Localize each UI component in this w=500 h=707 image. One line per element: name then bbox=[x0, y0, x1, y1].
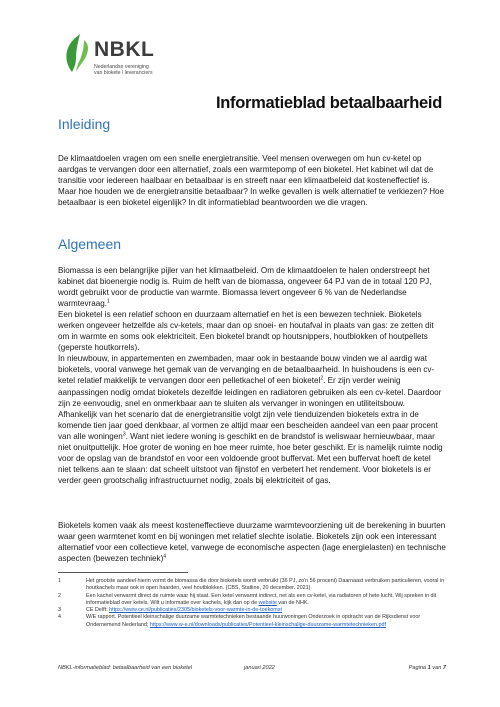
ce-delft-link[interactable]: https://www.ce.nl/publicaties/2305/bioketels-voor-warmte-in-de-toekomst bbox=[109, 607, 282, 614]
paragraph-1: Biomassa is een belangrijke pijler van het klimaatbeleid. Om de klimaatdoelen te halen onderstreept het kabinet dat bioenergie nodig is. Ruim de helft van de biomassa, ongeveer 64 PJ van de in totaal 120 PJ, wordt gebruikt voor de productie van warmte. Biomassa levert ongeveer 6 % van de Nederlandse warmtevraag.$^1$ bbox=[58, 266, 432, 309]
footer-date: januari 2022 bbox=[244, 665, 275, 671]
paragraph-3: In nieuwbouw, in appartementen en zwembaden, maar ook in bestaande bouw vinden we al aardig wat bioketels, vooral vanwege het gemak van de vervanging en de betaalbaarheid. In huishoudens is een cv-ketel relatief makkelijk te vervangen door een pelletkachel of een bioketel$^2$. Er zijn verder weinig aanpassingen nodig omdat bioketels dezelfde leidingen en radiatoren gebruiken als een cv-ketel. Daardoor zijn ze eenvoudig, snel en onmerkbaar aan te sluiten als vervanger in woningen en utiliteitsbouw. bbox=[58, 354, 442, 408]
footnote-2: 2 Een kachel verwarmt direct de ruimte waar hij staat. Een ketel verwarmt indirect, net als een cv-ketel, via radiatoren of hete lucht. Wij spreken in dit informatieblad over ketels. Wilt u informatie over kachels, kijk dan op de website van de NHK. bbox=[58, 592, 437, 606]
footnote-ref-3[interactable]: 3 bbox=[122, 431, 126, 438]
paragraph-2: Een bioketel is een relatief schoon en duurzaam alternatief en het is een bewezen techniek. Bioketels werken ongeveer hetzelfde als cv-ketels, maar dan op snoei- en houtafval in plaats van gas: ze zetten dit om in warmte en soms ook elektriciteit. Een bioketel brandt op houtsnippers, houtblokken of houtpellets (geperste houtkorrels). bbox=[58, 310, 434, 353]
footnote-3: 3 CE Delft: https://www.ce.nl/publicaties/2305/bioketels-voor-warmte-in-de-toekomst bbox=[58, 607, 282, 614]
footnote-separator bbox=[58, 572, 188, 573]
nhk-website-link[interactable]: website bbox=[258, 599, 277, 606]
nbkl-logo bbox=[64, 30, 184, 86]
paragraph-4: Afhankelijk van het scenario dat de energietransitie volgt zijn vele tienduizenden bioketels extra in de komende tien jaar goed denkbaar, al vormen ze altijd maar een bescheiden aandeel van een paar procent van alle woningen$^3$. Want niet iedere woning is geschikt en de brandstof is weliswaar hernieuwbaar, maar niet onuitputtelijk. Hoe groter de woning en hoe meer ruimte, hoe beter geschikt. Er is namelijk ruimte nodig voor de opslag van de brandstof en voor een voldoende groot buffervat. Met een buffervat hoeft de ketel niet telkens aan te slaan: dat scheelt uitstoot van fijnstof en verbetert het rendement. Voor bioketels is er verder geen grootschalig infrastructuurnet nodig, zoals bij elektriciteit of gas. bbox=[58, 409, 443, 485]
logo-name: NBKL bbox=[94, 38, 155, 61]
footnotes bbox=[58, 578, 446, 629]
heading-general: Algemeen bbox=[58, 236, 122, 252]
paragraph-5: Bioketels komen vaak als meest kosteneffectieve duurzame warmtevoorziening uit de berekening in buurten waar geen warmtenet komt en bij woningen met relatief slechte isolatie. Bioketels zijn ook een interessant alternatief voor een collectieve ketel, vanwege de economische aspecten (lage energielasten) en technische aspecten (bewezen techniek)$^4$ bbox=[58, 521, 446, 564]
leaf-icon bbox=[64, 34, 90, 74]
footer-doc-name: NBKL-informatieblad: betaalbaarheid van een bioketel bbox=[58, 665, 193, 671]
general-body bbox=[58, 265, 446, 486]
document-title: Informatieblad betaalbaarheid bbox=[215, 94, 442, 112]
logo-tagline: Nederlandse vereniging van biokete l leveranciers bbox=[94, 64, 153, 76]
footer-page-number: Pagina 1 van 7 bbox=[408, 665, 446, 671]
footnote-4: 4 W/E rapport. Potentieel kleinschalige duurzame warmtetechnieken bestaande huurwoningen Onderzoek in opdracht van de Rijksdienst voor Ondernemend Nederland; https://www.w-e.nl/downloads/publicaties/Potentieel-kleinschalige-duurzame-warmtetechnieken.pdf bbox=[58, 614, 421, 628]
footnote-ref-1[interactable]: 1 bbox=[107, 298, 110, 305]
footnote-ref-4[interactable]: 4 bbox=[163, 553, 167, 560]
we-report-link[interactable]: https://www.w-e.nl/downloads/publicaties/Potentieel-kleinschalige-duurzame-warmtetechnieken.pdf bbox=[149, 621, 386, 628]
intro-paragraph: De klimaatdoelen vragen om een snelle energietransitie. Veel mensen overwegen om hun cv-ketel op aardgas te vervangen door een alternatief, zoals een warmtepomp of een bioketel. Het kabinet wil dat de transitie voor iedereen haalbaar en betaalbaar is en streeft naar een klimaatbeleid dat kosteneffectief is. Maar hoe houden we de energietransitie betaalbaar? In welke gevallen is welk alternatief te verkiezen? Hoe betaalbaar is een bioketel eigenlijk? In dit informatieblad beantwoorden we die vragen. bbox=[58, 154, 445, 208]
footnote-1: 1 Het grootste aandeel hierin vormt de biomassa die door bioketels wordt verbruikt (36 PJ, zo'n 56 procent) Daarnaast verbruiken particulieren, vooral in houtkachels maar ook in open haarden, veel houtblokken. (CBS, Statline, 20 december. 2021) bbox=[58, 578, 445, 592]
footnote-ref-2[interactable]: 2 bbox=[320, 375, 324, 382]
heading-intro: Inleiding bbox=[58, 116, 111, 132]
